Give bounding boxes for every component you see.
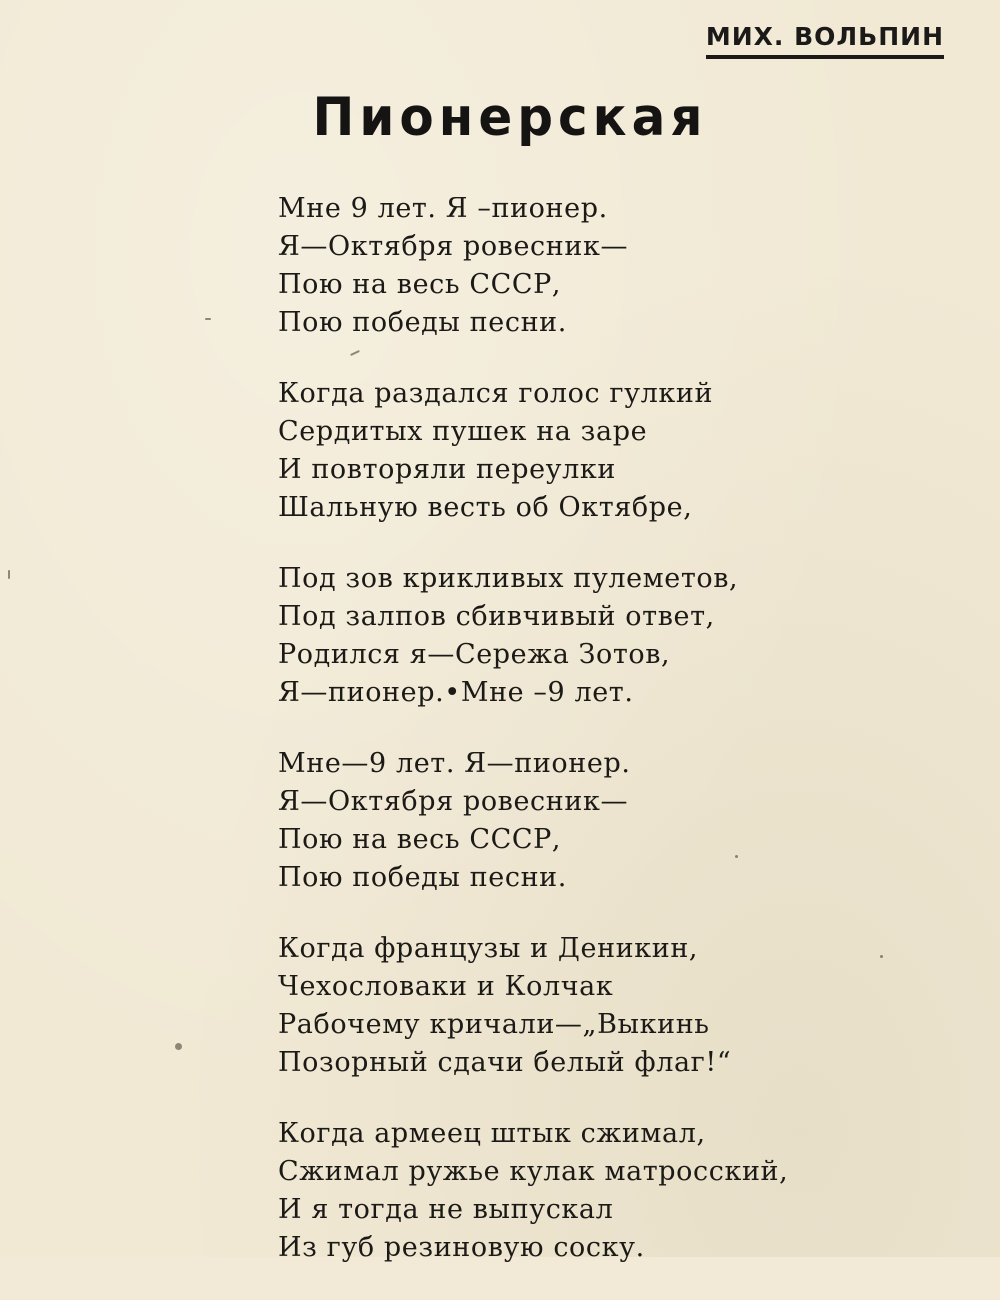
poem-line: Сжимал ружье кулак матросский, xyxy=(278,1156,789,1187)
poem-line: Сердитых пушек на заре xyxy=(278,416,648,447)
paper-speck xyxy=(880,955,883,958)
poem-line: Из губ резиновую соску. xyxy=(278,1232,645,1263)
stanza xyxy=(278,190,938,342)
paper-speck xyxy=(8,570,10,579)
stanza xyxy=(278,1115,938,1267)
poem-line: Когда раздался голос гулкий xyxy=(278,378,714,409)
poem-line: Пою победы песни. xyxy=(278,862,567,893)
poem-title: Пионерская xyxy=(312,86,708,148)
poem-line: Пою победы песни. xyxy=(278,307,567,338)
poem-line: Когда французы и Деникин, xyxy=(278,933,699,964)
poem-line: Пою на весь СССР, xyxy=(278,824,562,855)
poem-line: Шальную весть об Октябре, xyxy=(278,492,693,523)
poem-line: Чехословаки и Колчак xyxy=(278,971,614,1002)
stanza xyxy=(278,375,938,527)
poem-line: Мне—9 лет. Я—пионер. xyxy=(278,748,631,779)
stanza xyxy=(278,560,938,712)
poem-line: Под зов крикливых пулеметов, xyxy=(278,563,739,594)
poem-line: Родился я—Сережа Зотов, xyxy=(278,639,671,670)
poem-body xyxy=(278,190,938,1300)
poem-line: Под залпов сбивчивый ответ, xyxy=(278,601,715,632)
poem-line: Позорный сдачи белый флаг!“ xyxy=(278,1047,732,1078)
poem-line: Когда армеец штык сжимал, xyxy=(278,1118,706,1149)
poem-line: Мне 9 лет. Я –пионер. xyxy=(278,193,608,224)
paper-speck xyxy=(735,855,738,858)
poem-line: Я—Октября ровесник— xyxy=(278,231,629,262)
paper-speck xyxy=(175,1043,182,1050)
poem-line: Я—пионер.•Мне –9 лет. xyxy=(278,677,634,708)
poem-line: Пою на весь СССР, xyxy=(278,269,562,300)
poem-line: И я тогда не выпускал xyxy=(278,1194,614,1225)
stanza xyxy=(278,930,938,1082)
author-name: МИХ. ВОЛЬПИН xyxy=(706,22,944,59)
paper-speck xyxy=(205,318,211,320)
stanza xyxy=(278,745,938,897)
poem-line: И повторяли переулки xyxy=(278,454,616,485)
poem-line: Рабочему кричали—„Выкинь xyxy=(278,1009,710,1040)
poem-line: Я—Октября ровесник— xyxy=(278,786,629,817)
